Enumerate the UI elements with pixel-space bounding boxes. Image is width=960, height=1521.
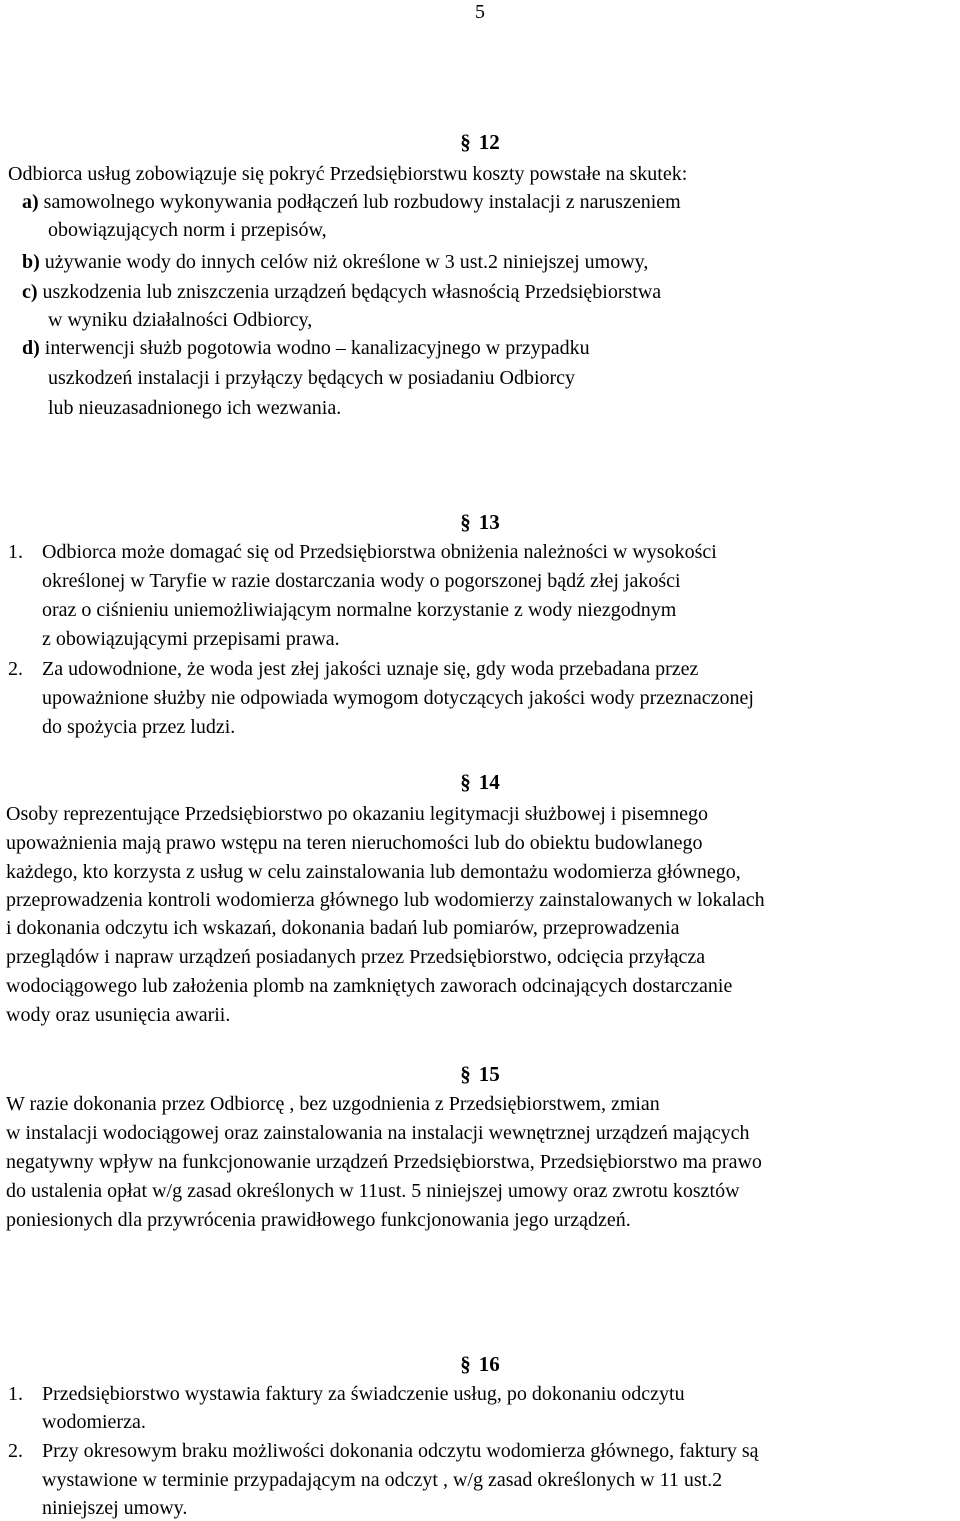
section-number: 16	[478, 1352, 500, 1376]
section-12-intro: Odbiorca usług zobowiązuje się pokryć Przedsiębiorstwu koszty powstałe na skutek:	[8, 163, 688, 185]
section-symbol: §	[460, 770, 471, 794]
numbered-item-2-marker: 2.	[8, 1440, 23, 1462]
paragraph-line: W razie dokonania przez Odbiorcę , bez uzgodnienia z Przedsiębiorstwem, zmian	[6, 1093, 660, 1115]
section-symbol: §	[460, 1062, 471, 1086]
section-number: 13	[478, 510, 500, 534]
list-item-d-cont-1: uszkodzeń instalacji i przyłączy będących w posiadaniu Odbiorcy	[48, 367, 576, 389]
paragraph-line: do ustalenia opłat w/g zasad określonych w 11ust. 5 niniejszej umowy oraz zwrotu kosztów	[6, 1180, 740, 1202]
numbered-item-2-cont-1: upoważnione służby nie odpowiada wymogom dotyczących jakości wody przeznaczonej	[42, 687, 754, 709]
paragraph-line: poniesionych dla przywrócenia prawidłowego funkcjonowania jego urządzeń.	[6, 1209, 631, 1231]
numbered-item-2: Za udowodnione, że woda jest złej jakości uznaje się, gdy woda przebadana przez	[42, 658, 699, 680]
section-16-heading	[0, 1352, 960, 1376]
paragraph-line: w instalacji wodociągowej oraz zainstalowania na instalacji wewnętrznej urządzeń mających	[6, 1122, 750, 1144]
numbered-item-2-cont-2: niniejszej umowy.	[42, 1497, 188, 1519]
section-symbol: §	[460, 1352, 471, 1376]
paragraph-line: wodociągowego lub założenia plomb na zamkniętych zaworach odcinających dostarczanie	[6, 975, 733, 997]
numbered-item-1-cont: wodomierza.	[42, 1411, 146, 1433]
list-item-b	[22, 250, 648, 274]
list-marker: d)	[22, 337, 40, 359]
paragraph-line: przeglądów i napraw urządzeń posiadanych przez Przedsiębiorstwo, odcięcia przyłącza	[6, 946, 706, 968]
numbered-item-1-cont-2: oraz o ciśnieniu uniemożliwiającym normalne korzystanie z wody niezgodnym	[42, 599, 677, 621]
paragraph-line: przeprowadzenia kontroli wodomierza głównego lub wodomierzy zainstalowanych w lokalach	[6, 889, 765, 911]
numbered-item-2-marker: 2.	[8, 658, 23, 680]
paragraph-line: upoważnienia mają prawo wstępu na teren nieruchomości lub do obiektu budowlanego	[6, 832, 703, 854]
section-14-heading	[0, 770, 960, 794]
list-item-a	[22, 190, 681, 214]
section-symbol: §	[460, 510, 471, 534]
list-item-c-cont: w wyniku działalności Odbiorcy,	[48, 309, 313, 331]
list-item-c	[22, 280, 661, 304]
list-marker: b)	[22, 251, 40, 273]
page-number: 5	[475, 1, 485, 23]
list-item-d	[22, 336, 590, 360]
section-number: 15	[478, 1062, 500, 1086]
numbered-item-1: Przedsiębiorstwo wystawia faktury za świadczenie usług, po dokonaniu odczytu	[42, 1383, 685, 1405]
list-item-text: samowolnego wykonywania podłączeń lub rozbudowy instalacji z naruszeniem	[43, 191, 681, 213]
paragraph-line: i dokonania odczytu ich wskazań, dokonania badań lub pomiarów, przeprowadzenia	[6, 917, 680, 939]
list-item-text: uszkodzenia lub zniszczenia urządzeń będących własnością Przedsiębiorstwa	[42, 281, 662, 303]
list-item-text: używanie wody do innych celów niż określone w 3 ust.2 niniejszej umowy,	[44, 251, 649, 273]
list-item-d-cont-2: lub nieuzasadnionego ich wezwania.	[48, 397, 342, 419]
numbered-item-2-cont-1: wystawione w terminie przypadającym na odczyt , w/g zasad określonych w 11 ust.2	[42, 1469, 723, 1491]
paragraph-line: negatywny wpływ na funkcjonowanie urządzeń Przedsiębiorstwa, Przedsiębiorstwo ma prawo	[6, 1151, 762, 1173]
list-marker: a)	[22, 191, 39, 213]
section-number: 14	[478, 770, 500, 794]
paragraph-line: wody oraz usunięcia awarii.	[6, 1004, 231, 1026]
section-15-heading	[0, 1062, 960, 1086]
section-symbol: §	[460, 130, 471, 154]
numbered-item-2-cont-2: do spożycia przez ludzi.	[42, 716, 236, 738]
list-marker: c)	[22, 281, 38, 303]
numbered-item-1-marker: 1.	[8, 1383, 23, 1405]
numbered-item-2: Przy okresowym braku możliwości dokonania odczytu wodomierza głównego, faktury są	[42, 1440, 759, 1462]
section-13-heading	[0, 510, 960, 534]
list-item-text: interwencji służb pogotowia wodno – kanalizacyjnego w przypadku	[44, 337, 590, 359]
section-number: 12	[478, 130, 500, 154]
numbered-item-1-cont-3: z obowiązującymi przepisami prawa.	[42, 628, 340, 650]
numbered-item-1-marker: 1.	[8, 541, 23, 563]
numbered-item-1: Odbiorca może domagać się od Przedsiębiorstwa obniżenia należności w wysokości	[42, 541, 717, 563]
paragraph-line: każdego, kto korzysta z usług w celu zainstalowania lub demontażu wodomierza głównego,	[6, 861, 741, 883]
list-item-a-cont: obowiązujących norm i przepisów,	[48, 219, 327, 241]
numbered-item-1-cont-1: określonej w Taryfie w razie dostarczania wody o pogorszonej bądź złej jakości	[42, 570, 681, 592]
section-12-heading	[0, 130, 960, 154]
paragraph-line: Osoby reprezentujące Przedsiębiorstwo po okazaniu legitymacji służbowej i pisemnego	[6, 803, 709, 825]
